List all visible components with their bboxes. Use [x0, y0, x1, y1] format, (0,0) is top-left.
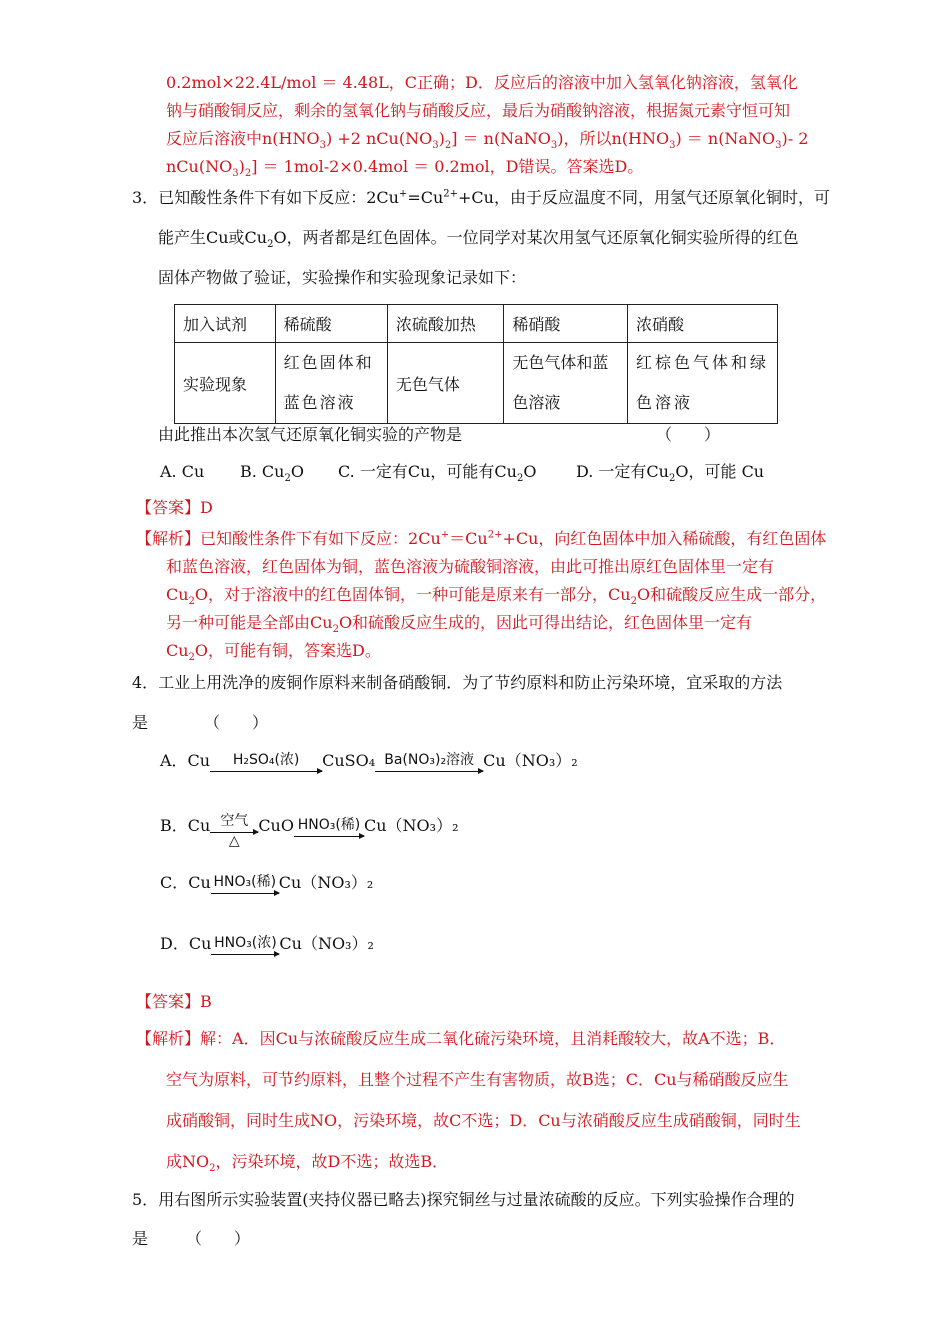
option-b: B．Cu 空气 △ CuO HNO₃(稀) Cu（NO₃）₂ — [160, 813, 459, 849]
option-d: D．Cu HNO₃(浓) Cu（NO₃）₂ — [160, 934, 374, 953]
explanation-line: $nCu(NO_3)_2] = 1mol-2\times 0.4mol = 0.2mol$，D错误。答案选D。 — [166, 157, 644, 180]
analysis-line: 成$NO_2$，污染环境，故D不选；故选B． — [166, 1152, 449, 1175]
question-4-line: 4．工业上用洗净的废铜作原料来制备硝酸铜．为了节约原料和防止污染环境，宜采取的方法 — [132, 673, 783, 692]
analysis-line: 【解析】已知酸性条件下有如下反应：$2Cu^+=Cu^{2+}+Cu$，向红色固体中加入稀硫酸，有红色固体 — [136, 529, 827, 548]
question-3-line: 3．已知酸性条件下有如下反应：$2Cu^+=Cu^{2+}+Cu$，由于反应温度不同，用氢气还原氧化铜时，可 — [132, 188, 830, 207]
reaction-arrow: H₂SO₄(浓) — [210, 751, 322, 772]
explanation-line: 反应后溶液中$n(HNO_3) +2$ $nCu(NO_3)_2$] ＝ n(NaNO$_3$)，所以$n(HNO_3)$ ＝ n(NaNO$_3$)- 2 — [166, 129, 809, 152]
question-3-stem: 由此推出本次氢气还原氧化铜实验的产物是 — [158, 425, 463, 444]
answer-blank: （ ） — [204, 713, 269, 732]
question-3-line: 固体产物做了验证，实验操作和实验现象记录如下： — [158, 268, 527, 287]
option-c: C．Cu HNO₃(稀) Cu（NO₃）₂ — [160, 873, 374, 892]
reaction-arrow: 空气 △ — [210, 812, 258, 849]
explanation-line: 钠与硝酸铜反应，剩余的氢氧化钠与硝酸反应，最后为硝酸钠溶液，根据氮元素守恒可知 — [166, 101, 791, 120]
table-header-cell: 稀硝酸 — [504, 305, 628, 343]
question-3-line: 能产生Cu或$Cu_2O$，两者都是红色固体。一位同学对某次用氢气还原氧化铜实验所得的红色 — [158, 228, 799, 251]
table-header-cell: 浓硝酸 — [627, 305, 777, 343]
option-d: D. 一定有$Cu_2O$，可能 Cu — [576, 462, 765, 485]
reaction-arrow: HNO₃(稀) — [294, 816, 364, 837]
option-b: B. $Cu_2O$ — [240, 462, 304, 485]
analysis-line: 另一种可能是全部由$Cu_2O$和硫酸反应生成的，因此可得出结论，红色固体里一定有 — [166, 613, 753, 636]
question-4-line: 是 — [132, 713, 149, 732]
analysis-line: $Cu_2O$，可能有铜，答案选D。 — [166, 641, 381, 664]
analysis-line: $Cu_2O$，对于溶液中的红色固体铜，一种可能是原来有一部分，$Cu_2O$和硫酸反应生成一部分， — [166, 585, 827, 608]
table-cell: 实验现象 — [175, 343, 276, 424]
reaction-arrow: Ba(NO₃)₂溶液 — [375, 751, 483, 772]
table-cell: 无色气体 — [387, 343, 504, 424]
table-row — [175, 343, 778, 424]
question-5-line: 5．用右图所示实验装置(夹持仪器已略去)探究铜丝与过量浓硫酸的反应。下列实验操作合理的 — [132, 1190, 795, 1209]
table-cell: 无色气体和蓝 色溶液 — [504, 343, 628, 424]
option-a: A. Cu — [160, 462, 205, 481]
question-5-line: 是 — [132, 1229, 149, 1248]
table-header-cell: 稀硫酸 — [275, 305, 387, 343]
reaction-arrow: HNO₃(浓) — [211, 934, 279, 955]
option-c: C. 一定有Cu，可能有$Cu_2O$ — [338, 462, 537, 485]
option-a: A．Cu H₂SO₄(浓) CuSO₄ Ba(NO₃)₂溶液 Cu（NO₃）₂ — [160, 751, 578, 770]
answer-line: 【答案】B — [136, 992, 212, 1011]
experiment-table — [174, 304, 778, 424]
table-cell: 红棕色气体和绿 色溶液 — [627, 343, 777, 424]
explanation-line: 0.2mol×22.4L/mol ＝ 4.48L，C正确；D．反应后的溶液中加入氢氧化钠溶液，氢氧化 — [166, 73, 798, 92]
table-header-row — [175, 305, 778, 343]
table-cell: 红色固体和 蓝色溶液 — [275, 343, 387, 424]
table-header-cell: 加入试剂 — [175, 305, 276, 343]
analysis-line: 空气为原料，可节约原料，且整个过程不产生有害物质，故B选；C．Cu与稀硝酸反应生 — [166, 1070, 789, 1089]
analysis-line: 成硝酸铜，同时生成NO，污染环境，故C不选；D．Cu与浓硝酸反应生成硝酸铜，同时生 — [166, 1111, 801, 1130]
table-header-cell: 浓硫酸加热 — [387, 305, 504, 343]
reaction-arrow: HNO₃(稀) — [211, 873, 279, 894]
answer-blank: （ ） — [656, 425, 721, 444]
analysis-line: 【解析】解：A．因Cu与浓硫酸反应生成二氧化硫污染环境，且消耗酸较大，故A不选；B． — [136, 1029, 786, 1048]
analysis-line: 和蓝色溶液，红色固体为铜，蓝色溶液为硫酸铜溶液，由此可推出原红色固体里一定有 — [166, 557, 775, 576]
answer-line: 【答案】D — [136, 498, 213, 517]
answer-blank: （ ） — [186, 1229, 251, 1248]
